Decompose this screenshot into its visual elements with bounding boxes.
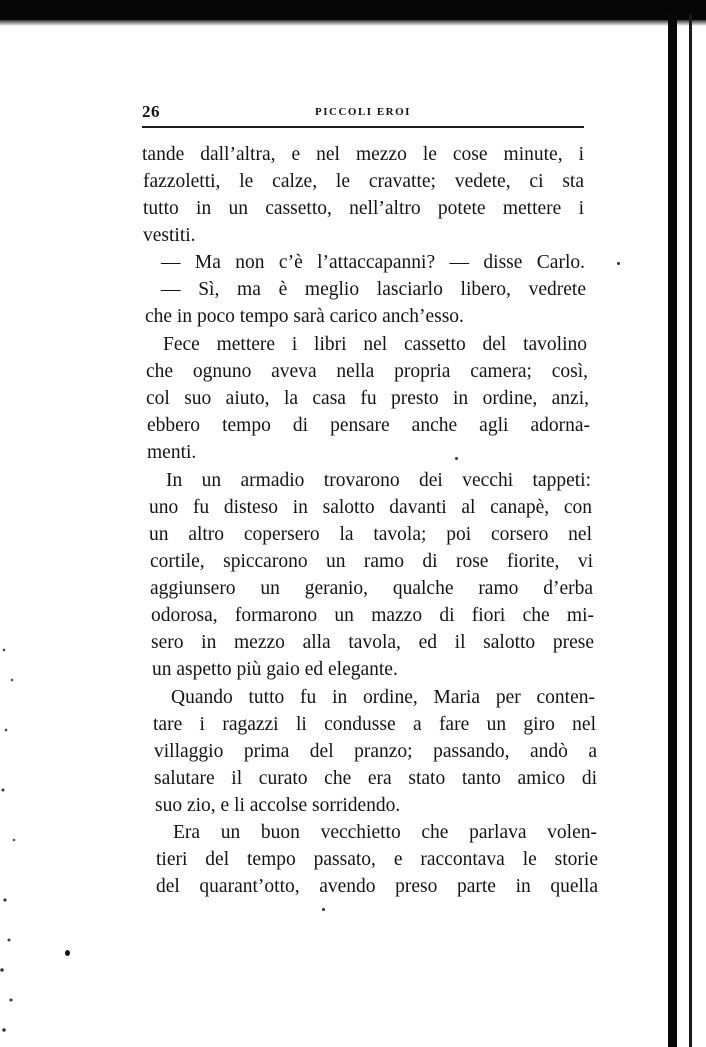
text-line: tutto in un cassetto, nell’altro potete mettere i (143, 198, 584, 219)
text-line: In un armadio trovarono dei vecchi tappeti: (166, 470, 591, 491)
text-line: villaggio prima del pranzo; passando, andò a (154, 741, 597, 762)
text-line: Fece mettere i libri nel cassetto del tavolino (163, 334, 587, 355)
ink-mark (65, 950, 70, 956)
text-line: uno fu disteso in salotto davanti al canapè, con (149, 497, 592, 518)
text-line: un altro copersero la tavola; poi corsero nel (149, 524, 592, 545)
text-line: salutare il curato che era stato tanto amico di (154, 768, 597, 789)
text-line: Era un buon vecchietto che parlava volen- (173, 822, 597, 843)
text-line: del quarant’otto, avendo preso parte in quella (156, 876, 598, 897)
text-line: sero in mezzo alla tavola, ed il salotto prese (151, 632, 594, 653)
text-line: Quando tutto fu in ordine, Maria per conten- (171, 687, 595, 708)
text-line: ebbero tempo di pensare anche agli adorna- (147, 415, 590, 436)
text-line: cortile, spiccarono un ramo di rose fiorite, vi (150, 551, 593, 572)
text-line: tare i ragazzi li condusse a fare un giro nel (153, 714, 596, 735)
page-number: 26 (142, 102, 160, 121)
text-line: — Sì, ma è meglio lasciarlo libero, vedrete (161, 279, 586, 300)
text-line: fazzoletti, le calze, le cravatte; vedete, ci sta (143, 171, 584, 192)
text-line: vestiti. (143, 225, 196, 246)
text-line: un aspetto più gaio ed elegante. (152, 659, 398, 680)
text-line: suo zio, e li accolse sorridendo. (155, 795, 401, 816)
text-line: aggiunsero un geranio, qualche ramo d’erba (150, 578, 593, 599)
text-line: tieri del tempo passato, e raccontava le storie (156, 849, 598, 870)
running-title: PICCOLI EROI (315, 106, 411, 118)
ink-speck (455, 457, 458, 460)
text-line: che ognuno aveva nella propria camera; così, (146, 361, 588, 382)
text-line: odorosa, formarono un mazzo di fiori che mi- (151, 605, 594, 626)
text-line: col suo aiuto, la casa fu presto in ordine, anzi, (146, 388, 589, 409)
text-line: che in poco tempo sarà carico anch’esso. (145, 306, 464, 327)
text-line: menti. (147, 442, 197, 463)
text-line: — Ma non c’è l’attaccapanni? — disse Carlo. (161, 252, 585, 273)
ink-speck (617, 262, 620, 265)
ink-speck (322, 908, 325, 911)
text-line: tande dall’altra, e nel mezzo le cose minute, i (142, 144, 584, 165)
